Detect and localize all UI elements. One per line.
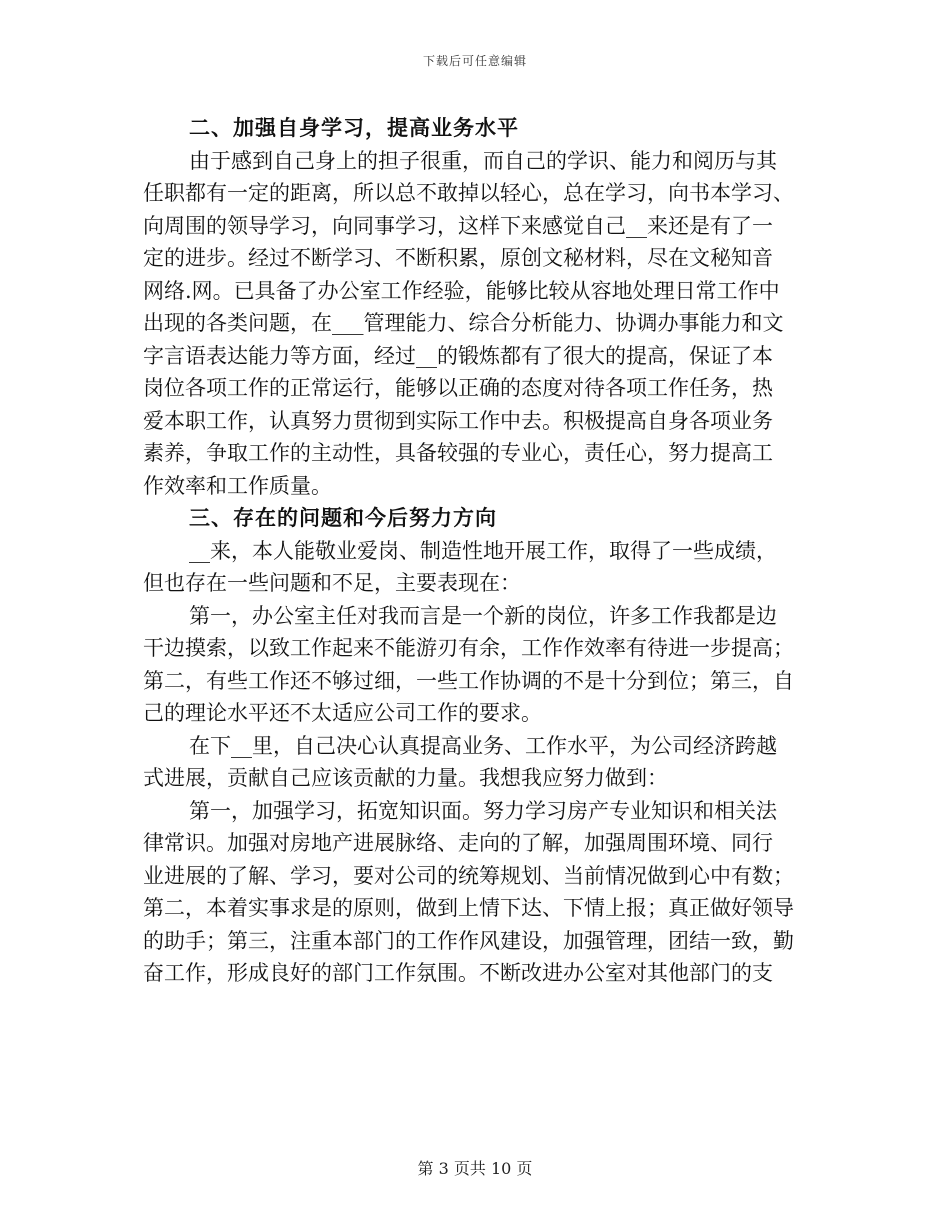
paragraph-line: 第一，办公室主任对我而言是一个新的岗位，许多工作我都是边 — [189, 603, 777, 628]
paragraph-line: 出现的各类问题，在___管理能力、综合分析能力、协调办事能力和文 — [143, 311, 784, 335]
paragraph-line: 作效率和工作质量。 — [143, 473, 332, 498]
paragraph-line: 向周围的领导学习，向同事学习，这样下来感觉自己__来还是有了一 — [143, 213, 773, 238]
paragraph-line: 素养，争取工作的主动性，具备较强的专业心，责任心，努力提高工 — [143, 441, 773, 465]
paragraph-line: 字言语表达能力等方面，经过__的锻炼都有了很大的提高，保证了本 — [143, 343, 773, 368]
paragraph-line: 岗位各项工作的正常运行，能够以正确的态度对待各项工作任务，热 — [143, 376, 773, 400]
paragraph-line: __来，本人能敬业爱岗、制造性地开展工作，取得了一些成绩， — [189, 538, 777, 563]
paragraph-line: 但也存在一些问题和不足，主要表现在： — [143, 571, 521, 595]
paragraph-line: 爱本职工作，认真努力贯彻到实际工作中去。积极提高自身各项业务 — [143, 408, 773, 433]
paragraph-line: 在下__里，自己决心认真提高业务、工作水平，为公司经济跨越 — [189, 733, 777, 758]
paragraph-line: 律常识。加强对房地产进展脉络、走向的了解，加强周围环境、同行 — [143, 831, 773, 855]
paragraph-line: 干边摸索，以致工作起来不能游刃有余，工作作效率有待进一步提高； — [143, 636, 794, 660]
paragraph-line: 任职都有一定的距离，所以总不敢掉以轻心，总在学习，向书本学习、 — [143, 181, 794, 205]
paragraph-line: 的助手；第三，注重本部门的工作作风建设，加强管理，团结一致，勤 — [143, 928, 794, 953]
section-heading: 二、加强自身学习，提高业务水平 — [189, 115, 519, 140]
paragraph-line: 由于感到自己身上的担子很重，而自己的学识、能力和阅历与其 — [189, 148, 777, 173]
paragraph-line: 业进展的了解、学习，要对公司的统筹规划、当前情况做到心中有数； — [143, 863, 794, 888]
paragraph-line: 奋工作，形成良好的部门工作氛围。不断改进办公室对其他部门的支 — [143, 961, 773, 985]
paragraph-line: 第一，加强学习，拓宽知识面。努力学习房产专业知识和相关法 — [189, 798, 777, 823]
paragraph-line: 式进展，贡献自己应该贡献的力量。我想我应努力做到： — [143, 766, 668, 790]
paragraph-line: 己的理论水平还不太适应公司工作的要求。 — [143, 701, 542, 725]
paragraph-line: 第二，本着实事求是的原则，做到上情下达、下情上报；真正做好领导 — [143, 896, 794, 920]
section-heading: 三、存在的问题和今后努力方向 — [189, 505, 497, 530]
page-header: 下载后可任意编辑 — [422, 54, 527, 68]
document-body — [143, 112, 807, 990]
paragraph-line: 网络.网。已具备了办公室工作经验，能够比较从容地处理日常工作中 — [143, 278, 780, 303]
paragraph-line: 第二，有些工作还不够过细，一些工作协调的不是十分到位；第三，自 — [143, 668, 794, 693]
page-footer: 第 3 页共 10 页 — [417, 1159, 533, 1178]
paragraph-line: 定的进步。经过不断学习、不断积累，原创文秘材料，尽在文秘知音 — [143, 246, 773, 270]
